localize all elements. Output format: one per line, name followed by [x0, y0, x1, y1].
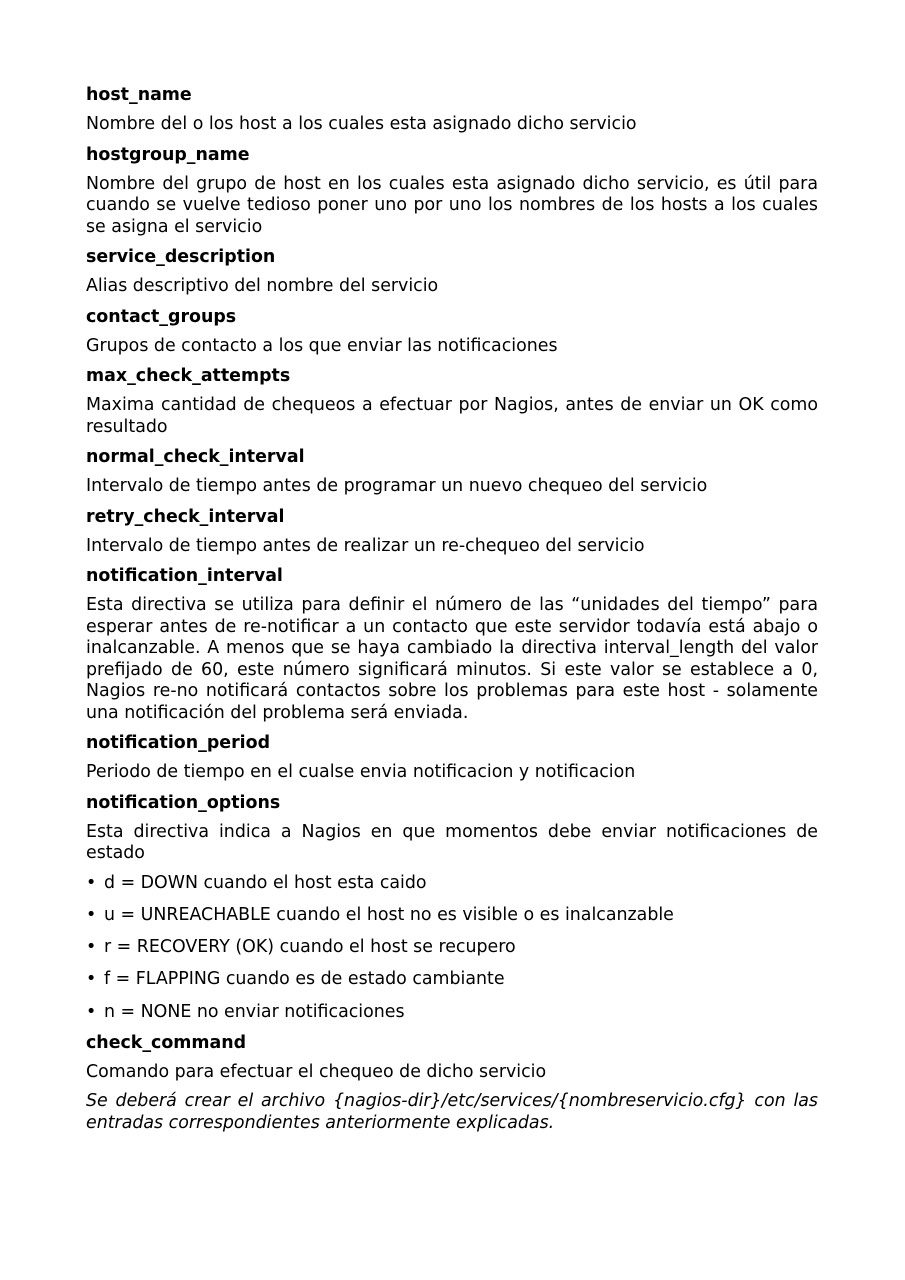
list-item-text: r = RECOVERY (OK) cuando el host se recupero — [104, 937, 516, 958]
term-check-command: check_command — [86, 1032, 247, 1053]
list-item — [86, 1002, 818, 1024]
term-host-name: host_name — [86, 85, 192, 105]
desc-service-description: Alias descriptivo del nombre del servicio — [86, 276, 439, 296]
desc-normal-check-interval: Intervalo de tiempo antes de programar un nuevo chequeo del servicio — [86, 476, 708, 496]
notification-options-list — [86, 873, 818, 1024]
bullet-icon: • — [86, 937, 97, 958]
list-item — [86, 969, 818, 991]
desc-notification-interval: Esta directiva se utiliza para definir el número de las “unidades del tiempo” para esperar antes de re-notificar a un contacto que este servidor todavía está abajo o inalcanzable. A menos que se haya cambiado la directiva interval_length del valor prefijado de 60, este número significará minutos. Si este valor se establece a 0, Nagios re-no notificará contactos sobre los problemas para este host - solamente una notificación del problema será enviada. — [86, 595, 818, 723]
list-item-text: f = FLAPPING cuando es de estado cambiante — [104, 969, 505, 990]
bullet-icon: • — [86, 872, 97, 893]
term-retry-check-interval: retry_check_interval — [86, 506, 285, 527]
term-notification-options: notification_options — [86, 792, 281, 813]
bullet-icon: • — [86, 1001, 97, 1022]
term-max-check-attempts: max_check_attempts — [86, 366, 291, 386]
term-contact-groups: contact_groups — [86, 306, 237, 327]
term-notification-interval: notification_interval — [86, 566, 283, 586]
desc-contact-groups: Grupos de contacto a los que enviar las notificaciones — [86, 335, 558, 356]
closing-note: Se deberá crear el archivo {nagios-dir}/etc/services/{nombreservicio.cfg} con las entradas correspondientes anteriormente explicadas. — [86, 1091, 818, 1133]
bullet-icon: • — [86, 969, 97, 990]
desc-max-check-attempts: Maxima cantidad de chequeos a efectuar por Nagios, antes de enviar un OK como resultado — [86, 395, 818, 437]
bullet-icon: • — [86, 904, 97, 925]
list-item — [86, 873, 818, 895]
desc-check-command: Comando para efectuar el chequeo de dicho servicio — [86, 1061, 547, 1082]
term-notification-period: notification_period — [86, 733, 271, 753]
desc-host-name: Nombre del o los host a los cuales esta asignado dicho servicio — [86, 114, 637, 134]
list-item — [86, 905, 818, 927]
desc-hostgroup-name: Nombre del grupo de host en los cuales esta asignado dicho servicio, es útil para cuando se vuelve tedioso poner uno por uno los nombres de los hosts a los cuales se asigna el servicio — [86, 173, 818, 237]
desc-retry-check-interval: Intervalo de tiempo antes de realizar un re-chequeo del servicio — [86, 535, 645, 556]
list-item-text: n = NONE no enviar notificaciones — [104, 1001, 405, 1022]
desc-notification-period: Periodo de tiempo en el cualse envia notificacion y notificacion — [86, 762, 636, 782]
list-item — [86, 937, 818, 959]
term-normal-check-interval: normal_check_interval — [86, 447, 305, 467]
document-page — [86, 84, 818, 1134]
term-service-description: service_description — [86, 247, 276, 267]
list-item-text: d = DOWN cuando el host esta caido — [104, 872, 427, 893]
desc-notification-options: Esta directiva indica a Nagios en que momentos debe enviar notificaciones de estado — [86, 821, 818, 863]
term-hostgroup-name: hostgroup_name — [86, 144, 250, 165]
list-item-text: u = UNREACHABLE cuando el host no es visible o es inalcanzable — [104, 904, 674, 925]
